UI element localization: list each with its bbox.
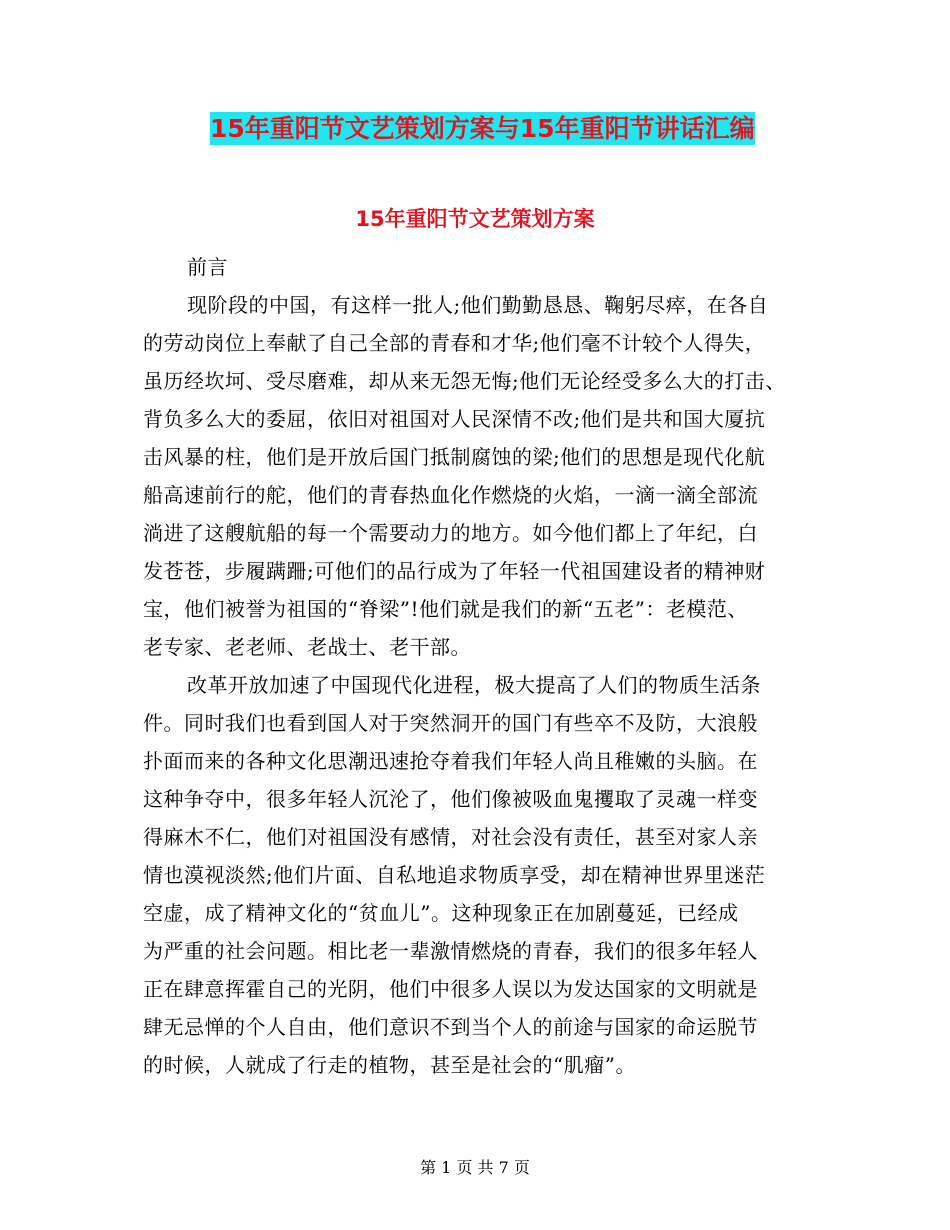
text-line: 的劳动岗位上奉献了自己全部的青春和才华;他们毫不计较个人得失， — [143, 331, 766, 355]
text-line: 现阶段的中国，有这样一批人;他们勤勤恳恳、鞠躬尽瘁，在各自 — [187, 293, 769, 317]
text-line: 得麻木不仁，他们对祖国没有感情，对社会没有责任，甚至对家人亲 — [143, 825, 758, 849]
text-line: 肆无忌惮的个人自由，他们意识不到当个人的前途与国家的命运脱节 — [143, 1015, 758, 1039]
text-line: 船高速前行的舵，他们的青春热血化作燃烧的火焰，一滴一滴全部流 — [143, 483, 758, 507]
text-line: 的时候，人就成了行走的植物，甚至是社会的“肌瘤”。 — [143, 1053, 636, 1077]
text-line: 背负多么大的委屈，依旧对祖国对人民深情不改;他们是共和国大厦抗 — [143, 407, 766, 431]
section-subtitle: 15年重阳节文艺策划方案 — [355, 207, 595, 231]
text-line: 击风暴的柱，他们是开放后国门抵制腐蚀的梁;他们的思想是现代化航 — [143, 445, 766, 469]
paragraph-1 — [143, 286, 823, 666]
text-line: 这种争夺中，很多年轻人沉沦了，他们像被吸血鬼攫取了灵魂一样变 — [143, 787, 758, 811]
text-line: 扑面而来的各种文化思潮迅速抢夺着我们年轻人尚且稚嫩的头脑。在 — [143, 749, 758, 773]
text-line: 改革开放加速了中国现代化进程，极大提高了人们的物质生活条 — [187, 673, 761, 697]
text-line: 情也漠视淡然;他们片面、自私地追求物质享受，却在精神世界里迷茫 — [143, 863, 766, 887]
text-line: 正在肆意挥霍自己的光阴，他们中很多人误以为发达国家的文明就是 — [143, 977, 758, 1001]
document-title-text: 15年重阳节文艺策划方案与15年重阳节讲话汇编 — [210, 114, 755, 143]
text-line: 为严重的社会问题。相比老一辈激情燃烧的青春，我们的很多年轻人 — [143, 939, 758, 963]
text-line: 发苍苍，步履蹒跚;可他们的品行成为了年轻一代祖国建设者的精神财 — [143, 559, 766, 583]
text-line: 虽历经坎坷、受尽磨难，却从来无怨无悔;他们无论经受多么大的打击、 — [143, 369, 786, 393]
preface-heading: 前言 — [187, 255, 228, 279]
page-footer: 第 1 页 共 7 页 — [420, 1158, 530, 1177]
text-line: 件。同时我们也看到国人对于突然洞开的国门有些卒不及防，大浪般 — [143, 711, 758, 735]
text-line: 空虚，成了精神文化的“贫血儿”。这种现象正在加剧蔓延，已经成 — [143, 901, 739, 925]
text-line: 宝，他们被誉为祖国的“脊梁”!他们就是我们的新“五老”：老模范、 — [143, 597, 748, 621]
document-title — [210, 110, 755, 148]
document-body — [143, 248, 823, 1084]
paragraph-2 — [143, 666, 823, 1084]
text-line: 淌进了这艘航船的每一个需要动力的地方。如今他们都上了年纪，白 — [143, 521, 758, 545]
text-line: 老专家、老老师、老战士、老干部。 — [143, 635, 471, 659]
